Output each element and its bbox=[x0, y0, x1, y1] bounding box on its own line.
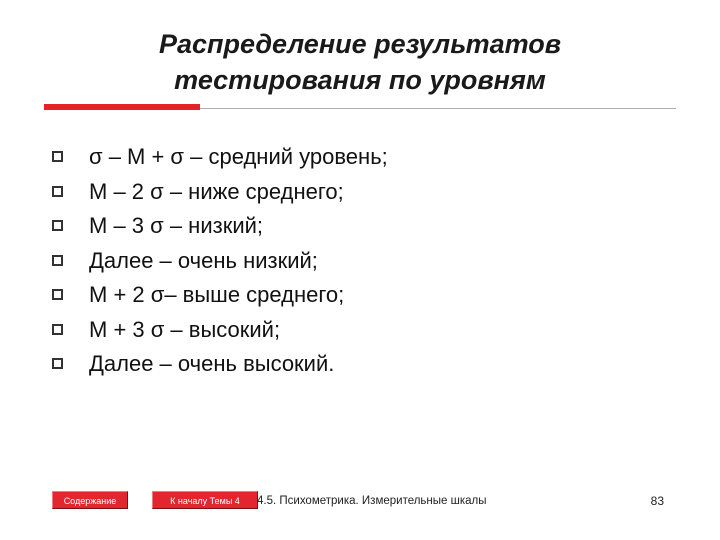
footer-section-text: 4.5. Психометрика. Измерительные шкалы bbox=[257, 495, 487, 507]
square-bullet-icon bbox=[52, 289, 63, 300]
square-bullet-icon bbox=[52, 324, 63, 335]
title-divider bbox=[44, 104, 676, 110]
title-divider-accent bbox=[44, 104, 200, 110]
list-item bbox=[52, 347, 388, 382]
square-bullet-icon bbox=[52, 186, 63, 197]
list-item bbox=[52, 313, 388, 348]
list-item-text: М + 3 σ – высокий; bbox=[89, 316, 281, 342]
bullet-list bbox=[52, 140, 388, 382]
list-item-text: Далее – очень низкий; bbox=[89, 247, 318, 273]
contents-button[interactable]: Содержание bbox=[52, 491, 128, 509]
list-item bbox=[52, 140, 388, 175]
slide-title-line-1: Распределение результатов bbox=[158, 29, 562, 59]
list-item bbox=[52, 278, 388, 313]
list-item-text: М – 3 σ – низкий; bbox=[89, 213, 264, 238]
list-item-text: М – 2 σ – ниже среднего; bbox=[89, 178, 344, 204]
page-number: 83 bbox=[650, 494, 664, 508]
slide-title-line-2: тестирования по уровням bbox=[174, 65, 546, 95]
topic-start-button[interactable]: К началу Темы 4 bbox=[152, 491, 258, 509]
list-item bbox=[52, 175, 388, 210]
square-bullet-icon bbox=[52, 220, 63, 231]
list-item-text: σ – М + σ – средний уровень; bbox=[89, 144, 388, 169]
list-item-text: Далее – очень высокий. bbox=[89, 351, 335, 376]
list-item bbox=[52, 209, 388, 244]
slide-title bbox=[60, 26, 660, 98]
list-item-text: М + 2 σ– выше среднего; bbox=[89, 282, 345, 307]
list-item bbox=[52, 244, 388, 279]
title-divider-line bbox=[200, 108, 676, 109]
square-bullet-icon bbox=[52, 255, 63, 266]
square-bullet-icon bbox=[52, 358, 63, 369]
square-bullet-icon bbox=[52, 151, 63, 162]
